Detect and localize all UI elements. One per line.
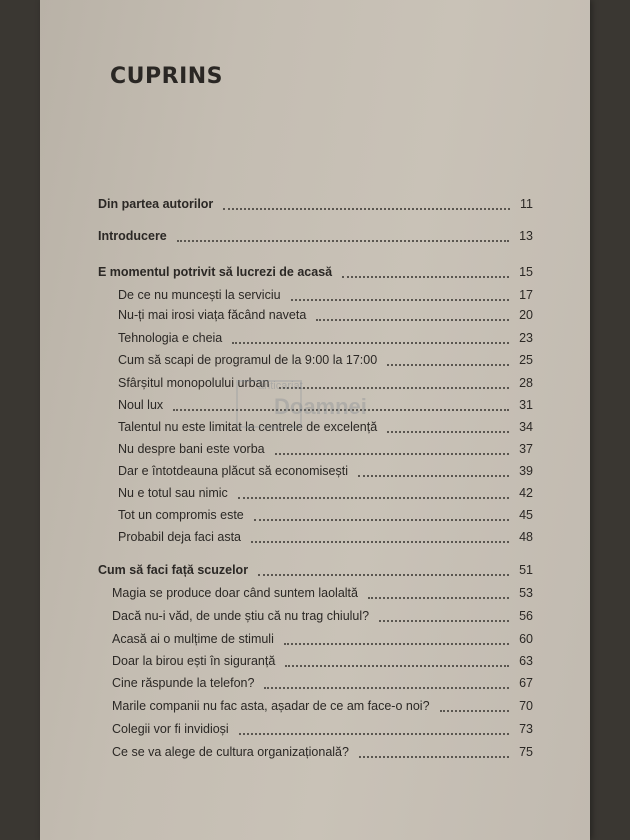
toc-page-number: 48 — [519, 530, 533, 544]
toc-entry — [0, 484, 630, 506]
toc-leader-dots — [251, 538, 509, 543]
toc-page-number: 63 — [519, 654, 533, 668]
toc-leader-dots — [387, 361, 509, 366]
toc-leader-dots — [284, 640, 509, 645]
toc-entry — [0, 607, 630, 629]
toc-section-title: Nu-ți mai irosi viața făcând naveta — [118, 308, 307, 322]
toc-section-title: Marile companii nu fac asta, așadar de ce am face-o noi? — [112, 699, 430, 713]
toc-leader-dots — [358, 472, 509, 477]
toc-leader-dots — [223, 205, 510, 210]
toc-page-number: 15 — [519, 265, 533, 279]
toc-entry — [0, 652, 630, 674]
toc-entry — [0, 374, 630, 396]
toc-entry — [0, 697, 630, 719]
toc-entry — [0, 720, 630, 742]
toc-page-number: 56 — [519, 609, 533, 623]
toc-section-title: Tot un compromis este — [118, 508, 244, 522]
toc-entry — [0, 561, 630, 583]
toc-page-number: 28 — [519, 376, 533, 390]
watermark-big-text: Doamnei — [274, 394, 367, 419]
toc-section-title: Dar e întotdeauna plăcut să economisești — [118, 464, 348, 478]
toc-leader-dots — [440, 707, 509, 712]
toc-entry — [0, 329, 630, 351]
toc-leader-dots — [359, 753, 509, 758]
toc-entry — [0, 743, 630, 765]
toc-page-number: 23 — [519, 331, 533, 345]
page-title: CUPRINS — [110, 64, 224, 89]
toc-leader-dots — [254, 516, 509, 521]
toc-entry — [0, 418, 630, 440]
toc-section-title: Colegii vor fi invidioși — [112, 722, 229, 736]
toc-chapter-title: Introducere — [98, 229, 167, 243]
toc-chapter-title: E momentul potrivit să lucrezi de acasă — [98, 265, 333, 279]
toc-page-number: 31 — [519, 398, 533, 412]
toc-section-title: Cum să scapi de programul de la 9:00 la 17:00 — [118, 353, 378, 367]
toc-section-title: Acasă ai o mulțime de stimuli — [112, 632, 274, 646]
toc-entry — [0, 396, 630, 418]
toc-page-number: 34 — [519, 420, 533, 434]
toc-leader-dots — [387, 428, 509, 433]
toc-entry — [0, 528, 630, 550]
toc-leader-dots — [264, 684, 509, 689]
toc-section-title: Tehnologia e cheia — [118, 331, 223, 345]
toc-page-number: 70 — [519, 699, 533, 713]
toc-entry — [0, 506, 630, 528]
toc-page-number: 45 — [519, 508, 533, 522]
watermark-small-text: anticariat — [258, 380, 303, 392]
toc-section-title: Cine răspunde la telefon? — [112, 676, 255, 690]
toc-page-number: 39 — [519, 464, 533, 478]
toc-leader-dots — [232, 339, 509, 344]
toc-page-number: 73 — [519, 722, 533, 736]
toc-section-title: Doar la birou ești în siguranță — [112, 654, 276, 668]
toc-leader-dots — [258, 571, 509, 576]
toc-leader-dots — [379, 617, 509, 622]
toc-leader-dots — [342, 273, 509, 278]
toc-leader-dots — [316, 316, 509, 321]
toc-section-title: Nu e totul sau nimic — [118, 486, 228, 500]
toc-entry — [0, 440, 630, 462]
toc-page-number: 20 — [519, 308, 533, 322]
toc-leader-dots — [291, 296, 509, 301]
toc-entry — [0, 263, 630, 285]
toc-page-number: 17 — [519, 288, 533, 302]
toc-section-title: Noul lux — [118, 398, 164, 412]
toc-section-title: Nu despre bani este vorba — [118, 442, 265, 456]
toc-page-number: 67 — [519, 676, 533, 690]
toc-page-number: 60 — [519, 632, 533, 646]
toc-entry — [0, 630, 630, 652]
toc-leader-dots — [368, 594, 509, 599]
toc-page-number: 13 — [519, 229, 533, 243]
toc-page-number: 51 — [519, 563, 533, 577]
toc-section-title: Magia se produce doar când suntem laolaltă — [112, 586, 358, 600]
toc-section-title: Sfârșitul monopolului urban — [118, 376, 270, 390]
toc-entry — [0, 286, 630, 308]
toc-entry — [0, 227, 630, 249]
toc-entry — [0, 351, 630, 373]
toc-page-number: 37 — [519, 442, 533, 456]
toc-chapter-title: Cum să faci față scuzelor — [98, 563, 249, 577]
toc-chapter-title: Din partea autorilor — [98, 197, 214, 211]
toc-section-title: Talentul nu este limitat la centrele de excelență — [118, 420, 378, 434]
toc-section-title: Ce se va alege de cultura organizațională? — [112, 745, 349, 759]
toc-entry — [0, 195, 630, 217]
toc-leader-dots — [238, 494, 509, 499]
toc-leader-dots — [177, 237, 509, 242]
toc-section-title: Probabil deja faci asta — [118, 530, 241, 544]
toc-page-number: 25 — [519, 353, 533, 367]
toc-page-number: 11 — [520, 197, 533, 211]
toc-section-title: De ce nu muncești la serviciu — [118, 288, 281, 302]
toc-entry — [0, 584, 630, 606]
toc-page-number: 53 — [519, 586, 533, 600]
toc-entry — [0, 462, 630, 484]
toc-entry — [0, 306, 630, 328]
toc-leader-dots — [173, 406, 509, 411]
toc-leader-dots — [285, 662, 509, 667]
toc-page-number: 42 — [519, 486, 533, 500]
toc-leader-dots — [275, 450, 509, 455]
toc-leader-dots — [279, 384, 509, 389]
toc-entry — [0, 674, 630, 696]
toc-page-number: 75 — [519, 745, 533, 759]
toc-leader-dots — [239, 730, 509, 735]
toc-section-title: Dacă nu-i văd, de unde știu că nu trag chiulul? — [112, 609, 370, 623]
